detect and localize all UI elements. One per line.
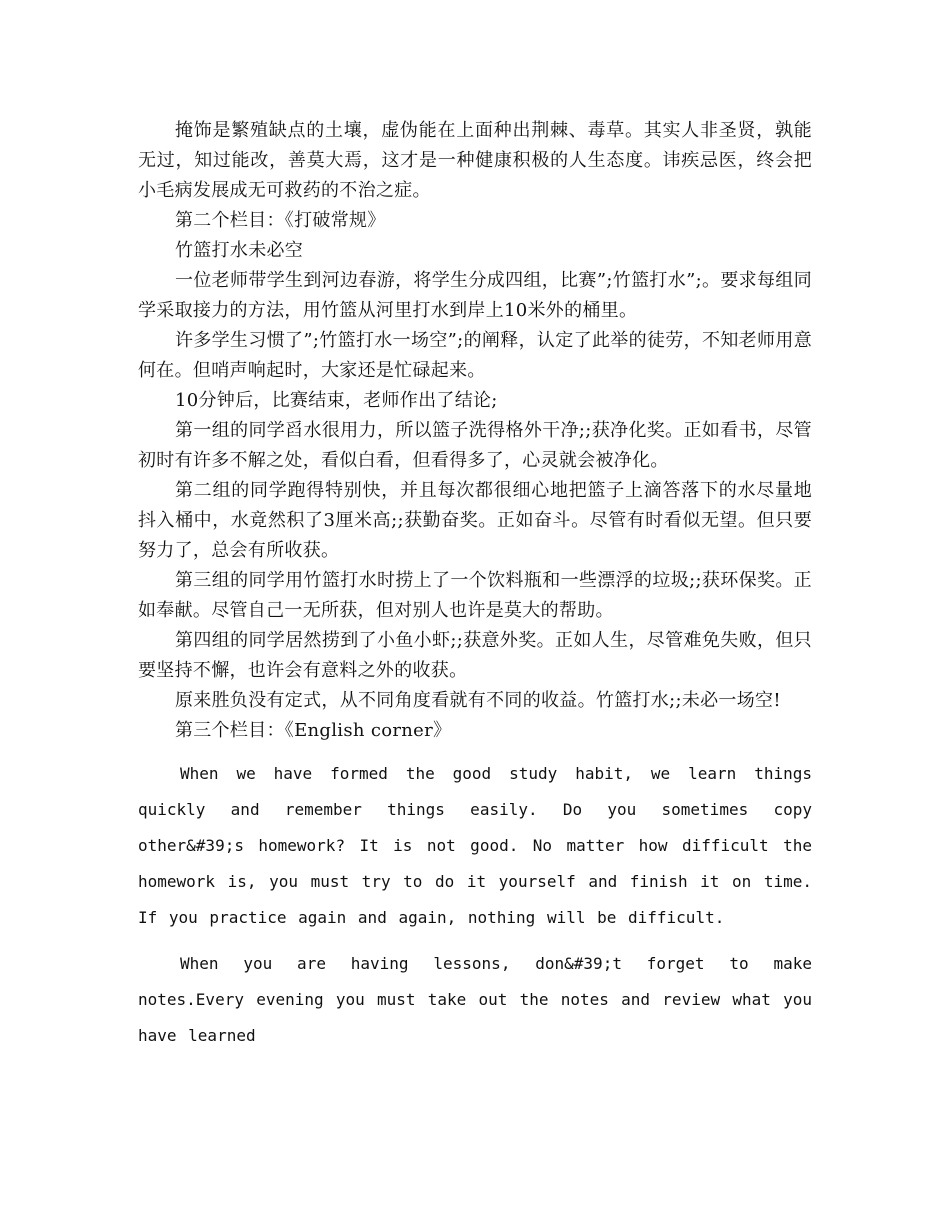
paragraph-result: 10分钟后，比赛结束，老师作出了结论; [175,390,498,411]
section-heading-breaking-rules: 第二个栏目：《打破常规》 [175,210,386,231]
paragraph-group-one: 第一组的同学舀水很用力，所以篮子洗得格外干净;;获净化奖。正如看书，尽管初时有许多不解之处，看似白看，但看得多了，心灵就会被净化。 [138,420,812,471]
story-title: 竹篮打水未必空 [175,240,304,261]
paragraph-students-doubt: 许多学生习惯了”;竹篮打水一场空”;的阐释，认定了此举的徒劳，不知老师用意何在。但哨声响起时，大家还是忙碌起来。 [138,330,812,381]
english-paragraph-notes: When you are having lessons, don&#39;t forget to make notes.Every evening you must take out the notes and review what you have learned [138,954,812,1045]
section-heading-english-corner: 第三个栏目：《English corner》 [175,720,452,741]
paragraph-group-four: 第四组的同学居然捞到了小鱼小虾;;获意外奖。正如人生，尽管难免失败，但只要坚持不懈，也许会有意料之外的收获。 [138,630,812,681]
english-corner-body [138,756,812,1054]
paragraph-spring-outing: 一位老师带学生到河边春游，将学生分成四组，比赛”;竹篮打水”;。要求每组同学采取接力的方法，用竹篮从河里打水到岸上10米外的桶里。 [138,270,812,321]
document-page [138,116,812,1064]
paragraph-group-two: 第二组的同学跑得特别快，并且每次都很细心地把篮子上滴答落下的水尽量地抖入桶中，水竟然积了3厘米高;;获勤奋奖。正如奋斗。尽管有时看似无望。但只要努力了，总会有所收获。 [138,480,812,561]
paragraph-group-three: 第三组的同学用竹篮打水时捞上了一个饮料瓶和一些漂浮的垃圾;;获环保奖。正如奉献。尽管自己一无所获，但对别人也许是莫大的帮助。 [138,570,812,621]
paragraph-conclusion: 原来胜负没有定式，从不同角度看就有不同的收益。竹篮打水;;未必一场空! [175,690,781,711]
english-paragraph-study-habit: When we have formed the good study habit, we learn things quickly and remember things easily. Do you sometimes copy other&#39;s homework? It is not good. No matter how difficult the homework is, you must try to do it yourself and finish it on time. If you practice again and again, nothing will be difficult. [138,764,812,927]
paragraph-concealment: 掩饰是繁殖缺点的土壤，虚伪能在上面种出荆棘、毒草。其实人非圣贤，孰能无过，知过能改，善莫大焉，这才是一种健康积极的人生态度。讳疾忌医，终会把小毛病发展成无可救药的不治之症。 [138,120,812,201]
